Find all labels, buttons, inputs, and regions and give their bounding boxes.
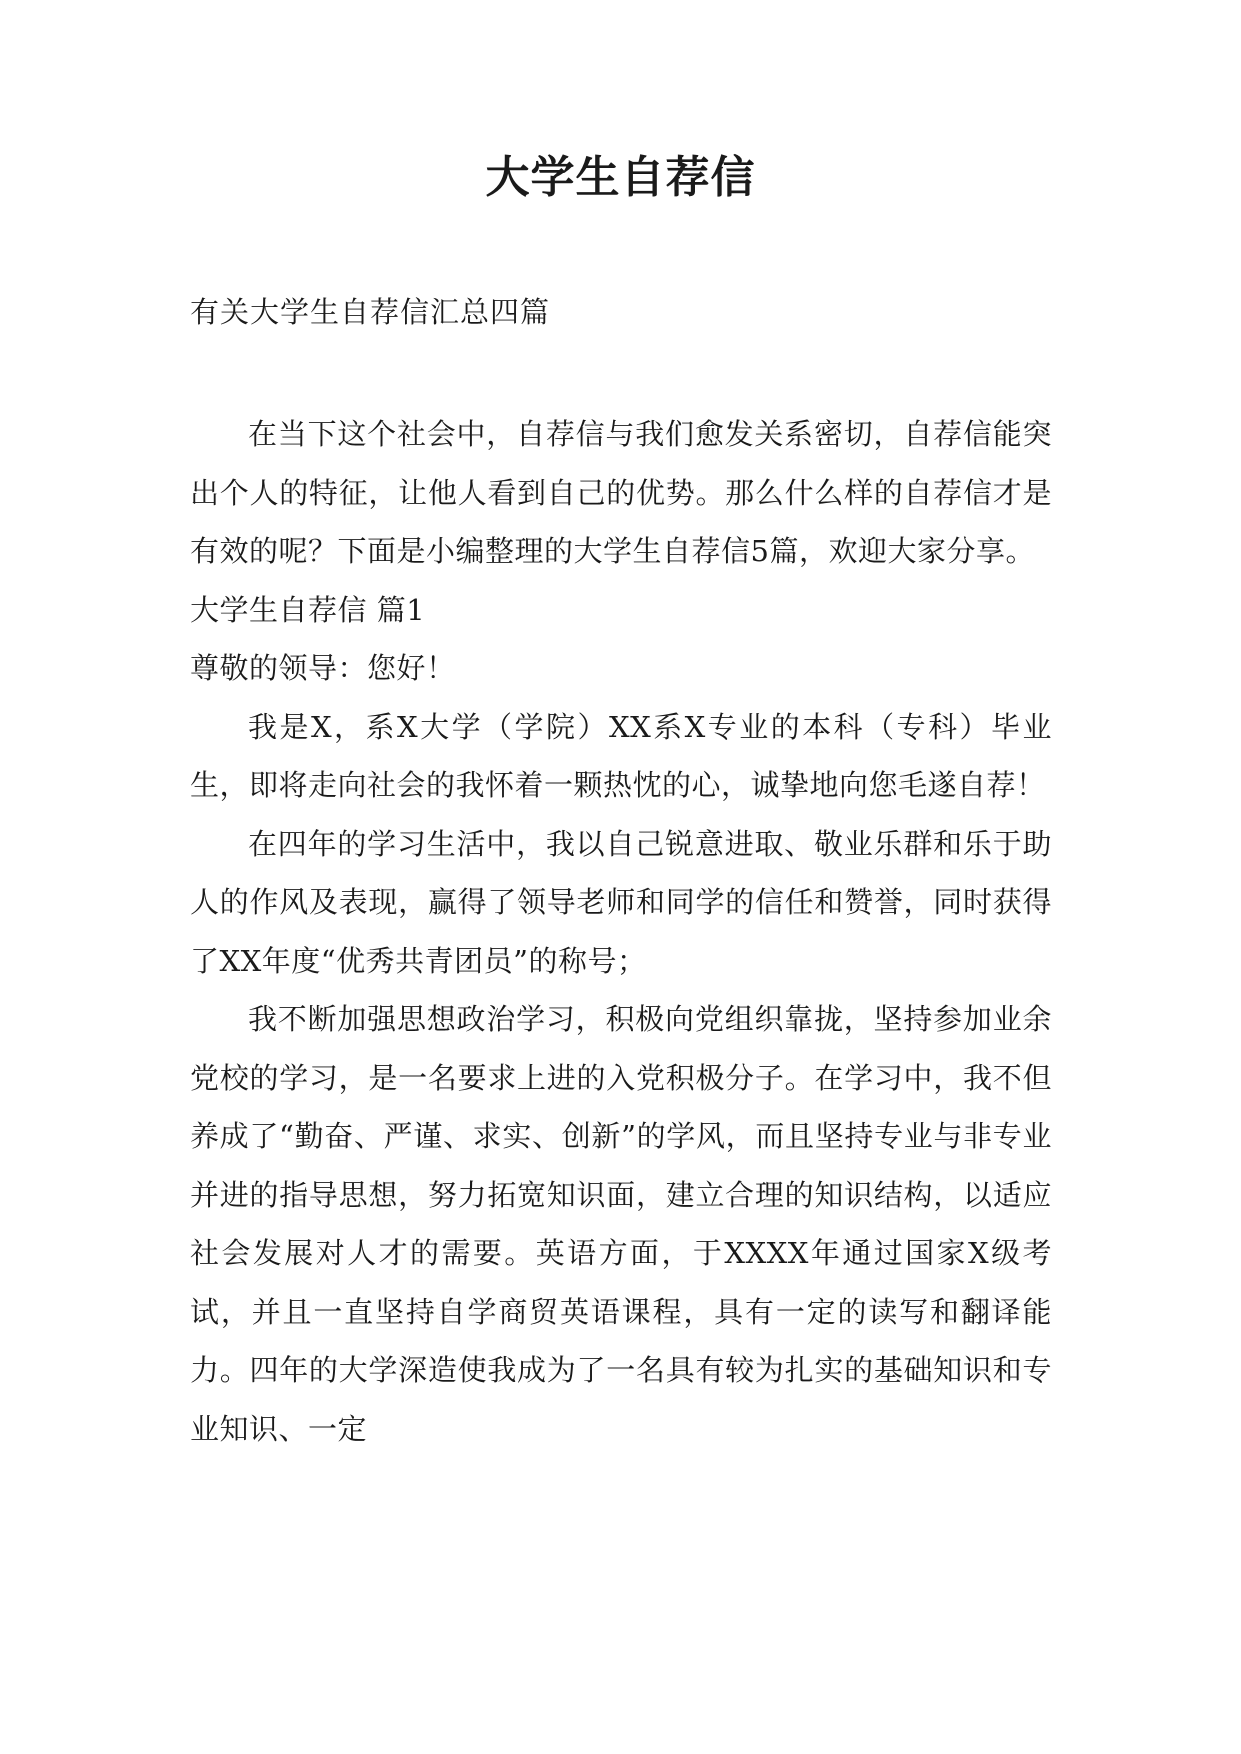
document-title: 大学生自荐信 <box>485 152 756 203</box>
paragraph: 我是X，系X大学（学院）XX系X专业的本科（专科）毕业生，即将走向社会的我怀着一颗热忱的心，诚挚地向您毛遂自荐！ <box>190 709 1052 802</box>
paragraph: 在当下这个社会中，自荐信与我们愈发关系密切，自荐信能突出个人的特征，让他人看到自己的优势。那么什么样的自荐信才是有效的呢？下面是小编整理的大学生自荐信5篇，欢迎大家分享。 <box>190 417 1052 568</box>
section-heading: 大学生自荐信 篇1 <box>190 592 426 627</box>
paragraph: 我不断加强思想政治学习，积极向党组织靠拢，坚持参加业余党校的学习，是一名要求上进的入党积极分子。在学习中，我不但养成了“勤奋、严谨、求实、创新”的学风，而且坚持专业与非专业并进的指导思想，努力拓宽知识面，建立合理的知识结构，以适应社会发展对人才的需要。英语方面，于XXXX年通过国家X级考试，并且一直坚持自学商贸英语课程，具有一定的读写和翻译能力。四年的大学深造使我成为了一名具有较为扎实的基础知识和专业知识、一定 <box>190 1002 1052 1446</box>
document-subtitle: 有关大学生自荐信汇总四篇 <box>190 295 551 329</box>
salutation: 尊敬的领导：您好！ <box>190 651 456 685</box>
document-body <box>190 405 1052 1458</box>
paragraph: 在四年的学习生活中，我以自己锐意进取、敬业乐群和乐于助人的作风及表现，赢得了领导老师和同学的信任和赞誉，同时获得了XX年度“优秀共青团员”的称号； <box>190 826 1052 978</box>
